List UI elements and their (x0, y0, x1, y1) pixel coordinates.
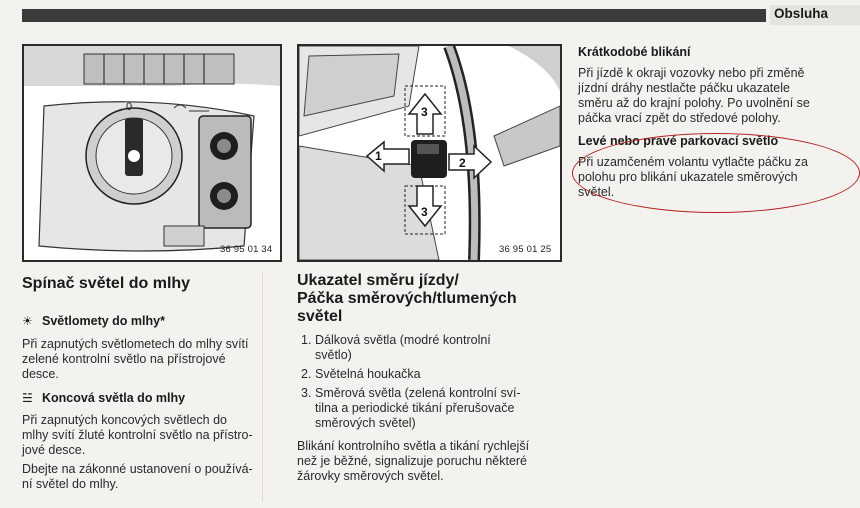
figure-turn-signal-lever (297, 44, 562, 262)
list-item-line: Dálková světla (modré kontrolní (315, 333, 491, 347)
front-fog-line-2: zelené kontrolní světlo na přístrojové (22, 352, 226, 366)
figure-code: 36 95 01 25 (499, 244, 552, 255)
list-item-number: 3. (301, 386, 312, 400)
list-item-number: 2. (301, 367, 312, 381)
list-item-line: světlo) (315, 348, 352, 362)
turn-signal-lever-illustration (299, 46, 560, 260)
figure-code: 36 95 01 34 (220, 244, 273, 255)
list-item (297, 386, 567, 431)
header-rule (22, 9, 766, 22)
turn-signal-heading-line-2: Páčka směrových/tlumených (297, 290, 517, 307)
list-item-number: 1. (301, 333, 312, 347)
front-fog-title-row (22, 314, 165, 328)
figure-fog-light-switch (22, 44, 282, 262)
arrow-label-3-up: 3 (421, 105, 428, 119)
front-fog-light-icon: ☀ (22, 314, 33, 328)
arrow-label-2: 2 (459, 156, 466, 170)
front-fog-title: Světlomety do mlhy* (42, 314, 165, 328)
bleed-through-marks (262, 272, 293, 502)
page-section-title: Obsluha (774, 6, 829, 21)
switch-position-label: 0 (126, 101, 133, 113)
lever-functions-list (297, 333, 567, 435)
malfunction-line-2: než je běžné, signalizuje poruchu některé (297, 454, 528, 468)
rear-fog-title-row (22, 391, 185, 405)
list-item-line: Směrová světla (zelená kontrolní sví- (315, 386, 521, 400)
parking-light-line-3: světel. (578, 185, 615, 199)
short-blink-line-3: směru až do krajní polohy. Po uvolnění se (578, 96, 810, 110)
parking-light-title: Levé nebo pravé parkovací světlo (578, 134, 779, 148)
arrow-label-1: 1 (375, 149, 382, 163)
front-fog-line-1: Při zapnutých světlometech do mlhy svítí (22, 337, 249, 351)
rear-fog-light-icon: ☱ (22, 391, 33, 405)
front-fog-line-3: desce. (22, 367, 59, 381)
short-blink-line-1: Při jízdě k okraji vozovky nebo při změně (578, 66, 805, 80)
list-item-line: tilna a periodické tikání přerušovače (315, 401, 515, 415)
short-blink-line-2: jízdní dráhy nestlačte páčku ukazatele (578, 81, 790, 95)
fog-light-switch-illustration (24, 46, 280, 260)
fog-switch-heading: Spínač světel do mlhy (22, 275, 191, 292)
list-item (297, 367, 567, 382)
list-item-line: směrových světel) (315, 416, 416, 430)
short-blink-line-4: páčka vrací zpět do středové polohy. (578, 111, 781, 125)
list-item-line: Světelná houkačka (315, 367, 421, 381)
rear-fog-line-1: Při zapnutých koncových světlech do (22, 413, 227, 427)
turn-signal-heading-line-3: světel (297, 308, 343, 325)
rear-fog-line-2: mlhy svítí žluté kontrolní světlo na přístro- (22, 428, 253, 442)
malfunction-line-1: Blikání kontrolního světla a tikání rychlejší (297, 439, 530, 453)
rear-fog-title: Koncová světla do mlhy (42, 391, 186, 405)
arrow-label-3-down: 3 (421, 205, 428, 219)
turn-signal-heading-line-1: Ukazatel směru jízdy/ (297, 272, 459, 289)
short-blink-title: Krátkodobé blikání (578, 45, 691, 59)
rear-fog-line-3: jové desce. (22, 443, 86, 457)
parking-light-line-1: Při uzamčeném volantu vytlačte páčku za (578, 155, 808, 169)
legal-note-line-1: Dbejte na zákonné ustanovení o používá- (22, 462, 253, 476)
legal-note-line-2: ní světel do mlhy. (22, 477, 119, 491)
list-item (297, 333, 567, 363)
parking-light-line-2: polohu pro blikání ukazatele směrových (578, 170, 798, 184)
hand-drawn-annotation-ellipse (572, 133, 860, 213)
malfunction-line-3: žárovky směrových světel. (297, 469, 444, 483)
